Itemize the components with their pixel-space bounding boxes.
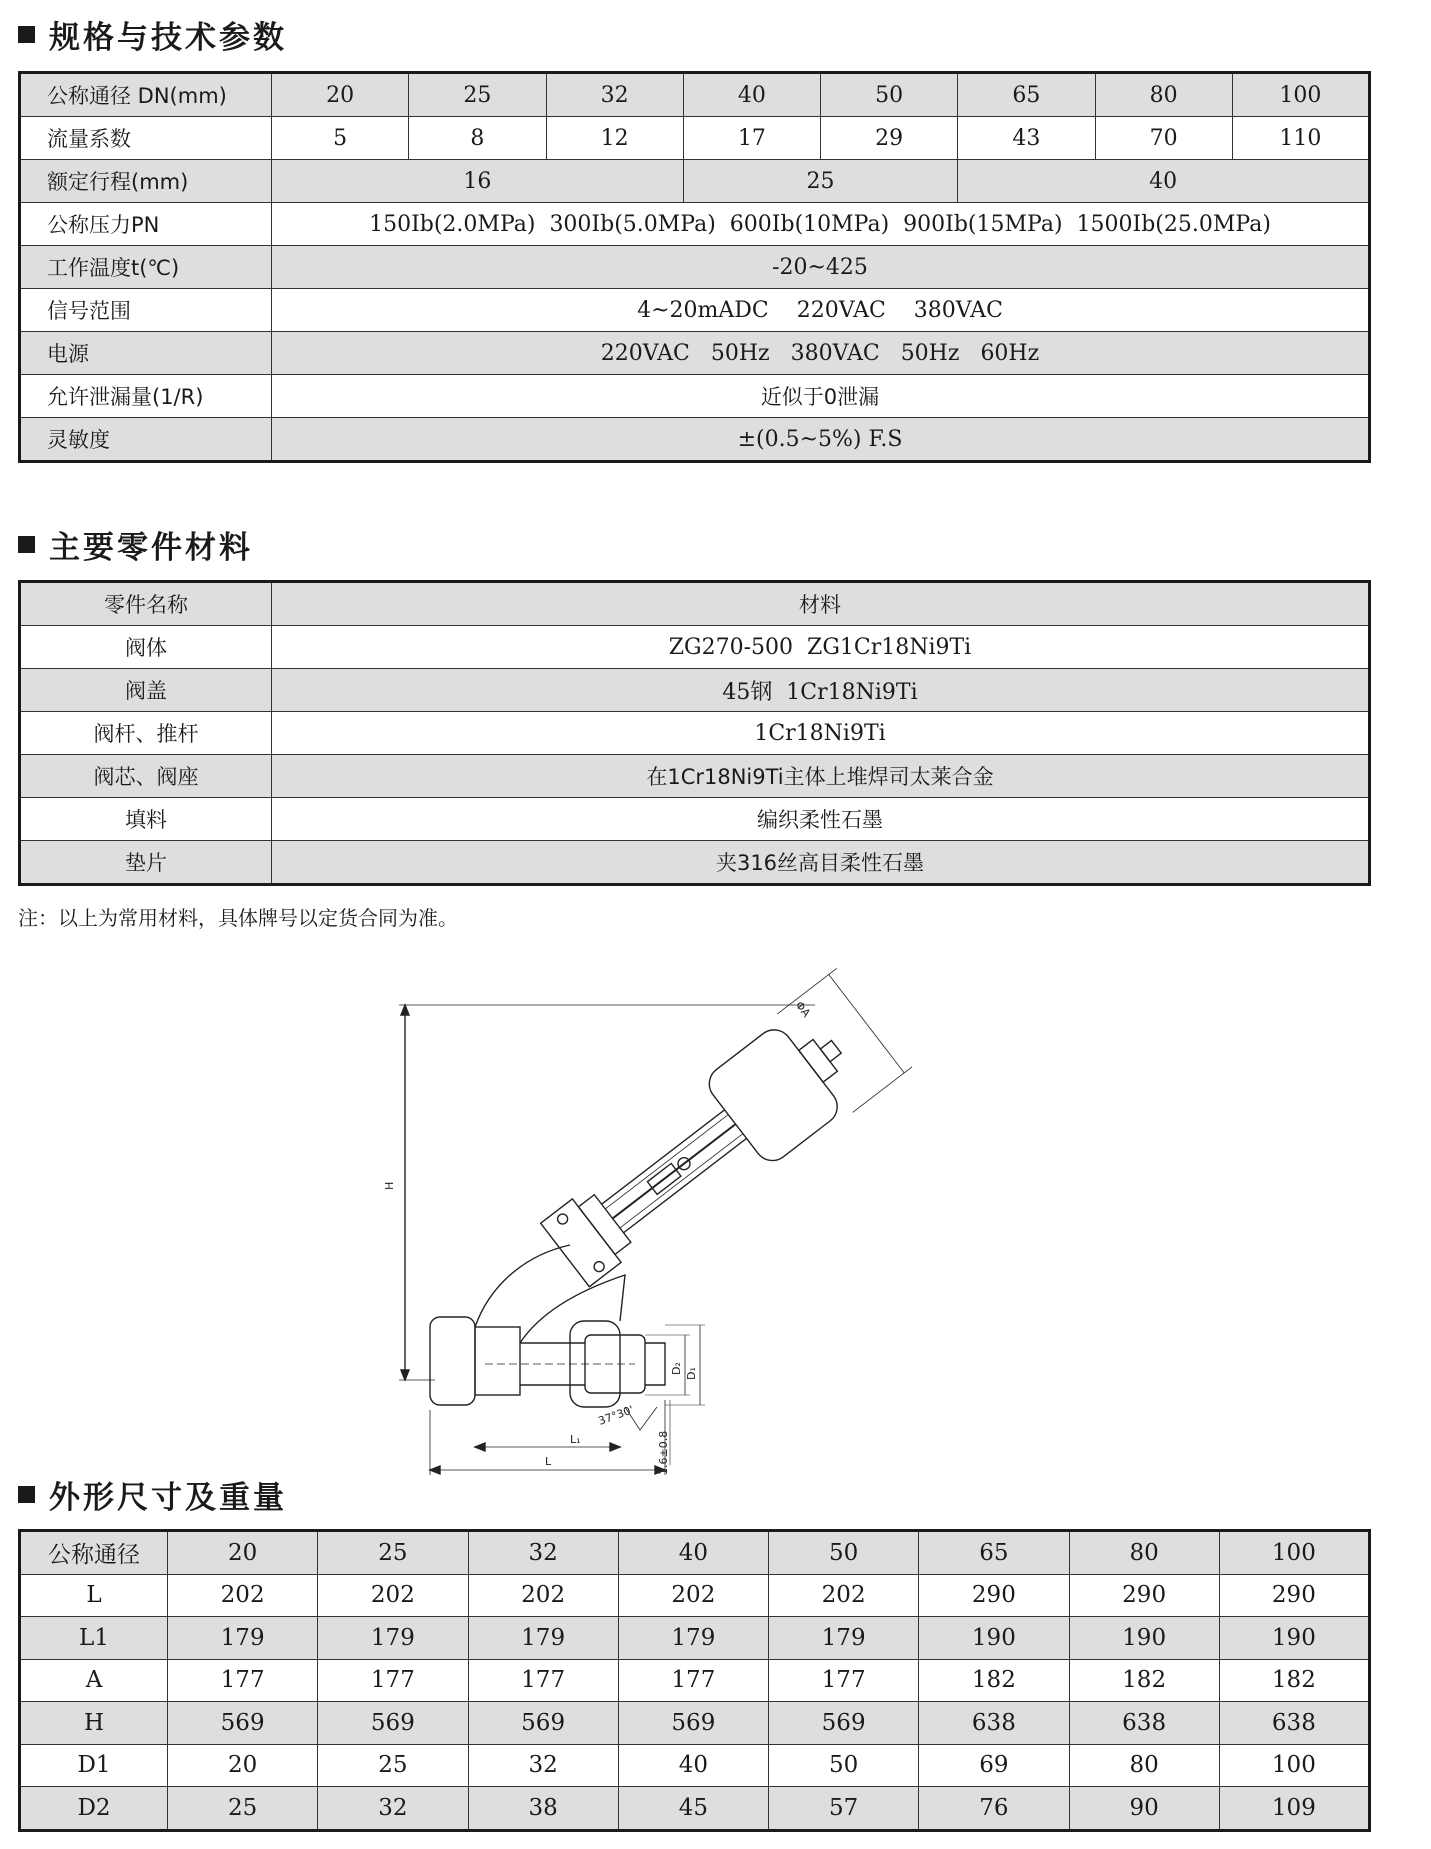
table-row [20,841,1370,885]
temperature-value: -20~425 [272,246,1370,289]
dimension-value: 40 [618,1744,768,1787]
dn-value: 100 [1232,73,1369,117]
flow-value: 70 [1095,117,1232,160]
table-row [20,1617,1370,1660]
dimension-value: 202 [618,1574,768,1617]
dn-value: 32 [546,73,683,117]
dimension-value: 100 [1219,1744,1369,1787]
dimension-value: 202 [318,1574,468,1617]
part-name: 阀杆、推杆 [20,712,272,755]
dimension-value: 179 [468,1617,618,1660]
part-name: 填料 [20,798,272,841]
table-row [20,117,1370,160]
signal-value: 4~20mADC 220VAC 380VAC [272,289,1370,332]
dimension-value: 638 [919,1702,1069,1745]
dimension-value: 190 [1069,1617,1219,1660]
part-name: 垫片 [20,841,272,885]
dn-value: 80 [1095,73,1232,117]
part-name: 阀盖 [20,669,272,712]
actuator-housing [702,1023,844,1168]
dimension-value: 32 [318,1787,468,1831]
material-value: 夹316丝高目柔性石墨 [272,841,1370,885]
leakage-label: 允许泄漏量(1/R) [20,375,272,418]
phi-a-label: ΦA [792,998,813,1020]
table-row [20,1702,1370,1745]
dimension-value: 182 [1069,1659,1219,1702]
flow-value: 17 [683,117,820,160]
dimension-label: L1 [20,1617,168,1660]
materials-section-title-text: 主要零件材料 [49,530,253,566]
table-row [20,1744,1370,1787]
dimensions-section-title-text: 外形尺寸及重量 [49,1480,287,1516]
dimension-value: 32 [468,1744,618,1787]
part-name: 阀芯、阀座 [20,755,272,798]
material-value: 45钢 1Cr18Ni9Ti [272,669,1370,712]
table-row [20,1531,1370,1575]
dimension-value: 190 [1219,1617,1369,1660]
valve-diagram [383,955,935,1495]
dimension-value: 179 [769,1617,919,1660]
table-row [20,755,1370,798]
valve-left-end [430,1317,475,1405]
tolerance-label: 1.6±0.8 [657,1430,670,1475]
dimension-value: 202 [168,1574,318,1617]
flow-label: 流量系数 [20,117,272,160]
table-row [20,669,1370,712]
dimension-value: 90 [1069,1787,1219,1831]
table-row [20,73,1370,117]
dimension-value: 290 [1069,1574,1219,1617]
table-row [20,1787,1370,1831]
table-row [20,582,1370,626]
h-label: H [383,1181,396,1190]
dimension-value: 202 [769,1574,919,1617]
signal-label: 信号范围 [20,289,272,332]
stroke-value: 40 [958,160,1370,203]
dn-label: 公称通径 DN(mm) [20,73,272,117]
dn-value: 25 [409,73,546,117]
d2-label: D₂ [670,1362,683,1375]
stroke-value: 16 [272,160,684,203]
angle-label: 37°30' [596,1403,636,1428]
l1-label: L₁ [570,1433,581,1446]
l-label: L [545,1455,552,1468]
dimension-value: 202 [468,1574,618,1617]
d1-label: D₁ [685,1367,698,1380]
flow-value: 8 [409,117,546,160]
dimension-value: 182 [919,1659,1069,1702]
spec-section-title [18,12,287,57]
dimension-value: 177 [168,1659,318,1702]
table-row [20,418,1370,462]
table-row [20,1574,1370,1617]
dimension-value: 569 [468,1702,618,1745]
stroke-label: 额定行程(mm) [20,160,272,203]
temperature-label: 工作温度t(℃) [20,246,272,289]
dimension-value: 80 [1069,1744,1219,1787]
bullet-square-icon [18,1486,35,1503]
dimension-value: 179 [618,1617,768,1660]
flow-value: 110 [1232,117,1369,160]
dn-header-value: 50 [769,1531,919,1575]
table-row [20,246,1370,289]
dimension-value: 638 [1069,1702,1219,1745]
dimension-label: H [20,1702,168,1745]
dimension-value: 177 [318,1659,468,1702]
dimension-label: D1 [20,1744,168,1787]
sensitivity-label: 灵敏度 [20,418,272,462]
flow-value: 29 [821,117,958,160]
dimensions-section-title [18,1472,287,1517]
material-value: 编织柔性石墨 [272,798,1370,841]
part-name: 阀体 [20,626,272,669]
material-value: 在1Cr18Ni9Ti主体上堆焊司太莱合金 [272,755,1370,798]
dn-header-value: 65 [919,1531,1069,1575]
nominal-dn-header: 公称通径 [20,1531,168,1575]
dn-header-value: 80 [1069,1531,1219,1575]
dimension-value: 190 [919,1617,1069,1660]
pressure-value: 150Ib(2.0MPa) 300Ib(5.0MPa) 600Ib(10MPa) 900Ib(15MPa) 1500Ib(25.0MPa) [272,203,1370,246]
dimension-value: 69 [919,1744,1069,1787]
flow-value: 43 [958,117,1095,160]
material-value: ZG270-500 ZG1Cr18Ni9Ti [272,626,1370,669]
dimension-value: 25 [168,1787,318,1831]
dn-header-value: 25 [318,1531,468,1575]
sensitivity-value: ±(0.5~5%) F.S [272,418,1370,462]
bullet-square-icon [18,536,35,553]
spec-section-title-text: 规格与技术参数 [49,20,287,56]
table-row [20,798,1370,841]
dn-value: 65 [958,73,1095,117]
dimension-value: 290 [919,1574,1069,1617]
power-label: 电源 [20,332,272,375]
table-row [20,332,1370,375]
table-row [20,626,1370,669]
dimension-value: 569 [618,1702,768,1745]
dimension-value: 179 [318,1617,468,1660]
part-name-header: 零件名称 [20,582,272,626]
dimension-value: 177 [468,1659,618,1702]
dimension-label: D2 [20,1787,168,1831]
dimension-value: 182 [1219,1659,1369,1702]
power-value: 220VAC 50Hz 380VAC 50Hz 60Hz [272,332,1370,375]
table-row [20,289,1370,332]
dimension-value: 177 [769,1659,919,1702]
table-row [20,712,1370,755]
dimension-value: 109 [1219,1787,1369,1831]
dimension-value: 179 [168,1617,318,1660]
dn-header-value: 32 [468,1531,618,1575]
materials-section-title [18,522,253,567]
dimension-value: 76 [919,1787,1069,1831]
dn-value: 50 [821,73,958,117]
bullet-square-icon [18,26,35,43]
leakage-value: 近似于0泄漏 [272,375,1370,418]
spec-table [18,71,1371,463]
dimension-value: 569 [168,1702,318,1745]
pressure-label: 公称压力PN [20,203,272,246]
table-row [20,203,1370,246]
flow-value: 12 [546,117,683,160]
dimension-value: 45 [618,1787,768,1831]
dimension-value: 50 [769,1744,919,1787]
dimension-value: 569 [769,1702,919,1745]
dimension-label: A [20,1659,168,1702]
dimension-value: 569 [318,1702,468,1745]
dimension-value: 177 [618,1659,768,1702]
materials-table [18,580,1371,886]
dimension-value: 20 [168,1744,318,1787]
dimension-value: 290 [1219,1574,1369,1617]
materials-note: 注：以上为常用材料，具体牌号以定货合同为准。 [18,906,458,930]
flow-value: 5 [272,117,409,160]
table-row [20,1659,1370,1702]
dn-value: 20 [272,73,409,117]
material-value: 1Cr18Ni9Ti [272,712,1370,755]
dimension-value: 57 [769,1787,919,1831]
dn-header-value: 100 [1219,1531,1369,1575]
dimension-value: 25 [318,1744,468,1787]
table-row [20,375,1370,418]
dimension-label: L [20,1574,168,1617]
dimensions-table [18,1529,1371,1832]
dn-header-value: 40 [618,1531,768,1575]
dimension-value: 638 [1219,1702,1369,1745]
table-row [20,160,1370,203]
material-header: 材料 [272,582,1370,626]
stroke-value: 25 [683,160,958,203]
dn-header-value: 20 [168,1531,318,1575]
dn-value: 40 [683,73,820,117]
dimension-value: 38 [468,1787,618,1831]
